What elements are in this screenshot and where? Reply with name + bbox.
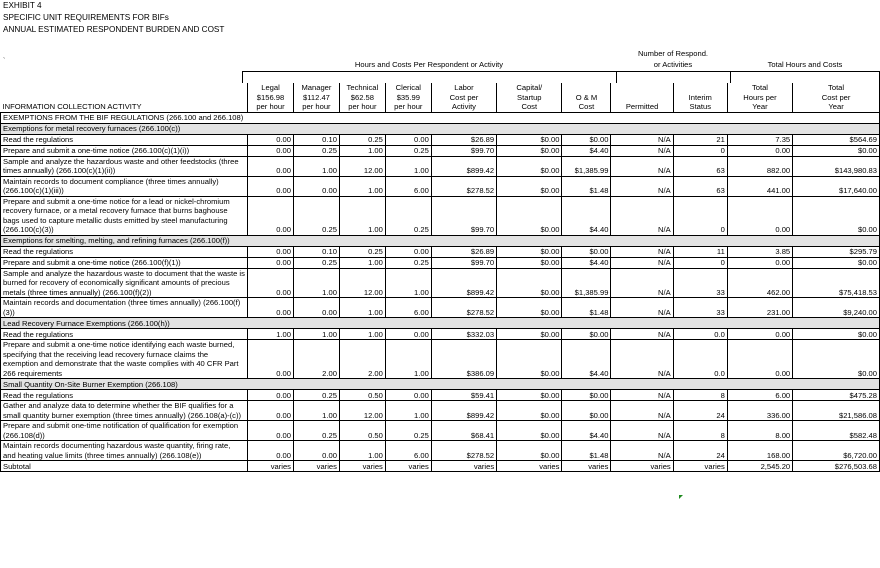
total-hours-cell: 168.00 [727,441,792,461]
total-cost-cell: $143,980.83 [793,156,880,176]
total-cost-cell: $0.00 [793,329,880,340]
table-row [1,156,880,176]
labor-cost-cell: $332.03 [431,329,496,340]
permitted-cell: N/A [611,176,673,196]
section-header-row [1,379,880,390]
om-cost-cell: $4.40 [562,257,611,268]
activity-cell: Maintain records and documentation (three times annually) (266.100(f)(3)) [1,298,248,318]
subtotal-technical: varies [339,461,385,472]
activity-cell: Read the regulations [1,246,248,257]
subtotal-interim-status: varies [673,461,727,472]
total-hours-cell: 0.00 [727,340,792,379]
interim-status-cell: 24 [673,401,727,421]
capital-cost-cell: $0.00 [497,156,562,176]
technical-cell: 0.25 [339,246,385,257]
table-row [1,257,880,268]
capital-cost-cell: $0.00 [497,176,562,196]
om-cost-cell: $1.48 [562,176,611,196]
interim-status-cell: 63 [673,176,727,196]
total-hours-cell: 462.00 [727,268,792,298]
labor-cost-cell: $278.52 [431,298,496,318]
manager-cell: 0.10 [293,134,339,145]
section-title: Small Quantity On-Site Burner Exemption (266.108) [1,379,880,390]
technical-cell: 1.00 [339,176,385,196]
om-cost-cell: $0.00 [562,134,611,145]
manager-cell: 0.00 [293,176,339,196]
interim-status-cell: 33 [673,268,727,298]
subtotal-capital-cost: varies [497,461,562,472]
interim-status-cell: 8 [673,421,727,441]
clerical-cell: 0.25 [385,257,431,268]
section-header-row [1,318,880,329]
permitted-cell: N/A [611,441,673,461]
om-cost-cell: $1,385.99 [562,268,611,298]
column-header-row [1,83,880,112]
section-title: Exemptions for metal recovery furnaces (266.100(c)) [1,123,880,134]
regulation-row [1,112,880,123]
activity-cell: Read the regulations [1,329,248,340]
capital-cost-cell: $0.00 [497,257,562,268]
table-row [1,134,880,145]
total-hours-cell: 3.85 [727,246,792,257]
legal-cell: 0.00 [248,134,294,145]
table-row [1,401,880,421]
total-hours-cell: 231.00 [727,298,792,318]
manager-cell: 0.25 [293,145,339,156]
activity-cell: Prepare and submit a one-time notice (266.100(c)(1)(i)) [1,145,248,156]
table-row [1,268,880,298]
total-cost-cell: $564.69 [793,134,880,145]
activity-cell: Maintain records documenting hazardous waste quantity, firing rate, and heating value limits (three times annually) (266.108(e)) [1,441,248,461]
interim-status-cell: 0 [673,196,727,235]
subtotal-permitted: varies [611,461,673,472]
om-cost-cell: $0.00 [562,246,611,257]
manager-cell: 1.00 [293,401,339,421]
table-row [1,196,880,235]
capital-cost-cell: $0.00 [497,145,562,156]
manager-cell: 0.25 [293,257,339,268]
group-divider-mid [616,71,617,83]
permitted-cell: N/A [611,401,673,421]
manager-cell: 1.00 [293,156,339,176]
legal-cell: 0.00 [248,298,294,318]
burden-table [0,83,880,472]
interim-status-cell: 11 [673,246,727,257]
manager-cell: 1.00 [293,329,339,340]
clerical-cell: 0.25 [385,145,431,156]
technical-cell: 0.25 [339,134,385,145]
labor-cost-cell: $386.09 [431,340,496,379]
total-hours-cell: 441.00 [727,176,792,196]
activity-cell: Read the regulations [1,134,248,145]
clerical-cell: 0.25 [385,421,431,441]
section-title: Lead Recovery Furnace Exemptions (266.100(h)) [1,318,880,329]
total-hours-cell: 0.00 [727,145,792,156]
clerical-cell: 6.00 [385,298,431,318]
interim-status-cell: 21 [673,134,727,145]
interim-status-cell: 24 [673,441,727,461]
stray-mark: ` [3,58,6,65]
activity-cell: Prepare and submit one-time notification of qualification for exemption (266.108(d)) [1,421,248,441]
activity-cell: Prepare and submit a one-time notice for a lead or nickel-chromium recovery furnace, or a metal recovery furnace that burns baghouse bags used to capture metallic dusts emitted by steel manufacturing (266.100(c)(3)) [1,196,248,235]
col-activity: INFORMATION COLLECTION ACTIVITY [1,83,248,112]
labor-cost-cell: $99.70 [431,196,496,235]
group-divider-right [730,71,731,83]
col-capital: Capital/ Startup Cost [497,83,562,112]
permitted-cell: N/A [611,329,673,340]
labor-cost-cell: $899.42 [431,156,496,176]
total-cost-cell: $582.48 [793,421,880,441]
col-total-hours: Total Hours per Year [727,83,792,112]
subtotal-row [1,461,880,472]
total-cost-cell: $475.28 [793,390,880,401]
table-row [1,340,880,379]
table-row [1,441,880,461]
clerical-cell: 0.00 [385,134,431,145]
col-technical: Technical $62.58 per hour [339,83,385,112]
group-num-respond-2: or Activities [653,60,693,69]
labor-cost-cell: $26.89 [431,246,496,257]
activity-cell: Maintain records to document compliance (three times annually) (266.100(c)(1)(iii)) [1,176,248,196]
permitted-cell: N/A [611,340,673,379]
permitted-cell: N/A [611,134,673,145]
table-row [1,329,880,340]
technical-cell: 0.50 [339,421,385,441]
section-header-row [1,235,880,246]
manager-cell: 0.25 [293,196,339,235]
col-total-cost: Total Cost per Year [793,83,880,112]
table-body [1,112,880,472]
clerical-cell: 0.25 [385,196,431,235]
col-legal: Legal $156.98 per hour [248,83,294,112]
labor-cost-cell: $99.70 [431,257,496,268]
cell-comment-marker [679,495,683,499]
capital-cost-cell: $0.00 [497,268,562,298]
manager-cell: 0.25 [293,421,339,441]
legal-cell: 0.00 [248,246,294,257]
permitted-cell: N/A [611,257,673,268]
total-cost-cell: $0.00 [793,145,880,156]
total-hours-cell: 336.00 [727,401,792,421]
capital-cost-cell: $0.00 [497,401,562,421]
table-row [1,390,880,401]
om-cost-cell: $4.40 [562,196,611,235]
group-divider-left [242,71,243,83]
technical-cell: 0.50 [339,390,385,401]
total-cost-cell: $75,418.53 [793,268,880,298]
clerical-cell: 0.00 [385,390,431,401]
permitted-cell: N/A [611,145,673,156]
permitted-cell: N/A [611,156,673,176]
technical-cell: 2.00 [339,340,385,379]
group-num-respond-1: Number of Respond. [637,49,709,58]
table-row [1,145,880,156]
regulation-title: EXEMPTIONS FROM THE BIF REGULATIONS (266.100 and 266.108) [1,112,880,123]
labor-cost-cell: $899.42 [431,401,496,421]
interim-status-cell: 0 [673,257,727,268]
total-cost-cell: $9,240.00 [793,298,880,318]
total-hours-cell: 0.00 [727,257,792,268]
total-hours-cell: 6.00 [727,390,792,401]
legal-cell: 0.00 [248,421,294,441]
clerical-cell: 1.00 [385,401,431,421]
legal-cell: 0.00 [248,441,294,461]
capital-cost-cell: $0.00 [497,298,562,318]
manager-cell: 2.00 [293,340,339,379]
permitted-cell: N/A [611,196,673,235]
technical-cell: 12.00 [339,156,385,176]
activity-cell: Sample and analyze the hazardous waste and other feedstocks (three times annually) (266.100(c)(1)(ii)) [1,156,248,176]
subtotal-label: Subtotal [1,461,248,472]
activity-cell: Prepare and submit a one-time notice identifying each waste burned, specifying that the receiving lead recovery furnace claims the exemption and demonstrate that the waste complies with 40 CFR Part 266 requirements [1,340,248,379]
labor-cost-cell: $278.52 [431,441,496,461]
legal-cell: 0.00 [248,390,294,401]
activity-cell: Sample and analyze the hazardous waste to document that the waste is burned for recovery of economically significant amounts of precious metals (three times annually) (266.100(f)(2)) [1,268,248,298]
technical-cell: 1.00 [339,298,385,318]
col-manager: Manager $112.47 per hour [293,83,339,112]
capital-cost-cell: $0.00 [497,196,562,235]
interim-status-cell: 8 [673,390,727,401]
clerical-cell: 6.00 [385,176,431,196]
group-total: Total Hours and Costs [767,60,843,69]
technical-cell: 1.00 [339,145,385,156]
capital-cost-cell: $0.00 [497,246,562,257]
capital-cost-cell: $0.00 [497,421,562,441]
table-row [1,176,880,196]
labor-cost-cell: $899.42 [431,268,496,298]
manager-cell: 0.00 [293,298,339,318]
capital-cost-cell: $0.00 [497,329,562,340]
activity-cell: Gather and analyze data to determine whether the BIF qualifies for a small quantity burner exemption (three times annually) (266.108(a)-(c)) [1,401,248,421]
subtotal-legal: varies [248,461,294,472]
interim-status-cell: 33 [673,298,727,318]
section-header-row [1,123,880,134]
total-cost-cell: $0.00 [793,196,880,235]
col-labor: Labor Cost per Activity [431,83,496,112]
total-hours-cell: 7.35 [727,134,792,145]
group-underline [242,71,880,72]
technical-cell: 1.00 [339,196,385,235]
legal-cell: 0.00 [248,156,294,176]
legal-cell: 0.00 [248,401,294,421]
subtotal-om-cost: varies [562,461,611,472]
exhibit-subtitle: ANNUAL ESTIMATED RESPONDENT BURDEN AND COST [3,25,225,34]
technical-cell: 1.00 [339,329,385,340]
om-cost-cell: $0.00 [562,401,611,421]
total-cost-cell: $295.79 [793,246,880,257]
legal-cell: 0.00 [248,340,294,379]
col-interim: Interim Status [673,83,727,112]
labor-cost-cell: $68.41 [431,421,496,441]
legal-cell: 0.00 [248,196,294,235]
clerical-cell: 0.00 [385,329,431,340]
om-cost-cell: $0.00 [562,329,611,340]
clerical-cell: 0.00 [385,246,431,257]
om-cost-cell: $4.40 [562,421,611,441]
total-hours-cell: 8.00 [727,421,792,441]
permitted-cell: N/A [611,268,673,298]
col-om: O & M Cost [562,83,611,112]
om-cost-cell: $1,385.99 [562,156,611,176]
labor-cost-cell: $99.70 [431,145,496,156]
subtotal-clerical: varies [385,461,431,472]
manager-cell: 1.00 [293,268,339,298]
interim-status-cell: 63 [673,156,727,176]
subtotal-manager: varies [293,461,339,472]
exhibit-number: EXHIBIT 4 [3,1,42,10]
col-clerical: Clerical $35.99 per hour [385,83,431,112]
legal-cell: 1.00 [248,329,294,340]
legal-cell: 0.00 [248,257,294,268]
technical-cell: 12.00 [339,268,385,298]
section-title: Exemptions for smelting, melting, and refining furnaces (266.100(f)) [1,235,880,246]
interim-status-cell: 0 [673,145,727,156]
permitted-cell: N/A [611,390,673,401]
interim-status-cell: 0.0 [673,340,727,379]
subtotal-total-cost: $276,503.68 [793,461,880,472]
legal-cell: 0.00 [248,268,294,298]
clerical-cell: 6.00 [385,441,431,461]
technical-cell: 1.00 [339,441,385,461]
capital-cost-cell: $0.00 [497,441,562,461]
total-cost-cell: $0.00 [793,257,880,268]
labor-cost-cell: $26.89 [431,134,496,145]
exhibit-title: SPECIFIC UNIT REQUIREMENTS FOR BIFs [3,13,169,22]
legal-cell: 0.00 [248,145,294,156]
om-cost-cell: $4.40 [562,340,611,379]
total-hours-cell: 0.00 [727,329,792,340]
manager-cell: 0.25 [293,390,339,401]
clerical-cell: 1.00 [385,156,431,176]
activity-cell: Read the regulations [1,390,248,401]
technical-cell: 12.00 [339,401,385,421]
capital-cost-cell: $0.00 [497,134,562,145]
om-cost-cell: $1.48 [562,298,611,318]
om-cost-cell: $1.48 [562,441,611,461]
table-row [1,421,880,441]
interim-status-cell: 0.0 [673,329,727,340]
activity-cell: Prepare and submit a one-time notice (266.100(f)(1)) [1,257,248,268]
legal-cell: 0.00 [248,176,294,196]
total-hours-cell: 0.00 [727,196,792,235]
group-hours-costs: Hours and Costs Per Respondent or Activity [354,60,504,69]
capital-cost-cell: $0.00 [497,340,562,379]
technical-cell: 1.00 [339,257,385,268]
om-cost-cell: $4.40 [562,145,611,156]
table-row [1,246,880,257]
labor-cost-cell: $59.41 [431,390,496,401]
col-permitted: Permitted [611,83,673,112]
permitted-cell: N/A [611,298,673,318]
subtotal-labor-cost: varies [431,461,496,472]
total-cost-cell: $17,640.00 [793,176,880,196]
total-cost-cell: $21,586.08 [793,401,880,421]
subtotal-total-hours: 2,545.20 [727,461,792,472]
permitted-cell: N/A [611,246,673,257]
total-hours-cell: 882.00 [727,156,792,176]
labor-cost-cell: $278.52 [431,176,496,196]
table-row [1,298,880,318]
om-cost-cell: $0.00 [562,390,611,401]
manager-cell: 0.00 [293,441,339,461]
total-cost-cell: $6,720.00 [793,441,880,461]
capital-cost-cell: $0.00 [497,390,562,401]
clerical-cell: 1.00 [385,268,431,298]
clerical-cell: 1.00 [385,340,431,379]
total-cost-cell: $0.00 [793,340,880,379]
manager-cell: 0.10 [293,246,339,257]
permitted-cell: N/A [611,421,673,441]
